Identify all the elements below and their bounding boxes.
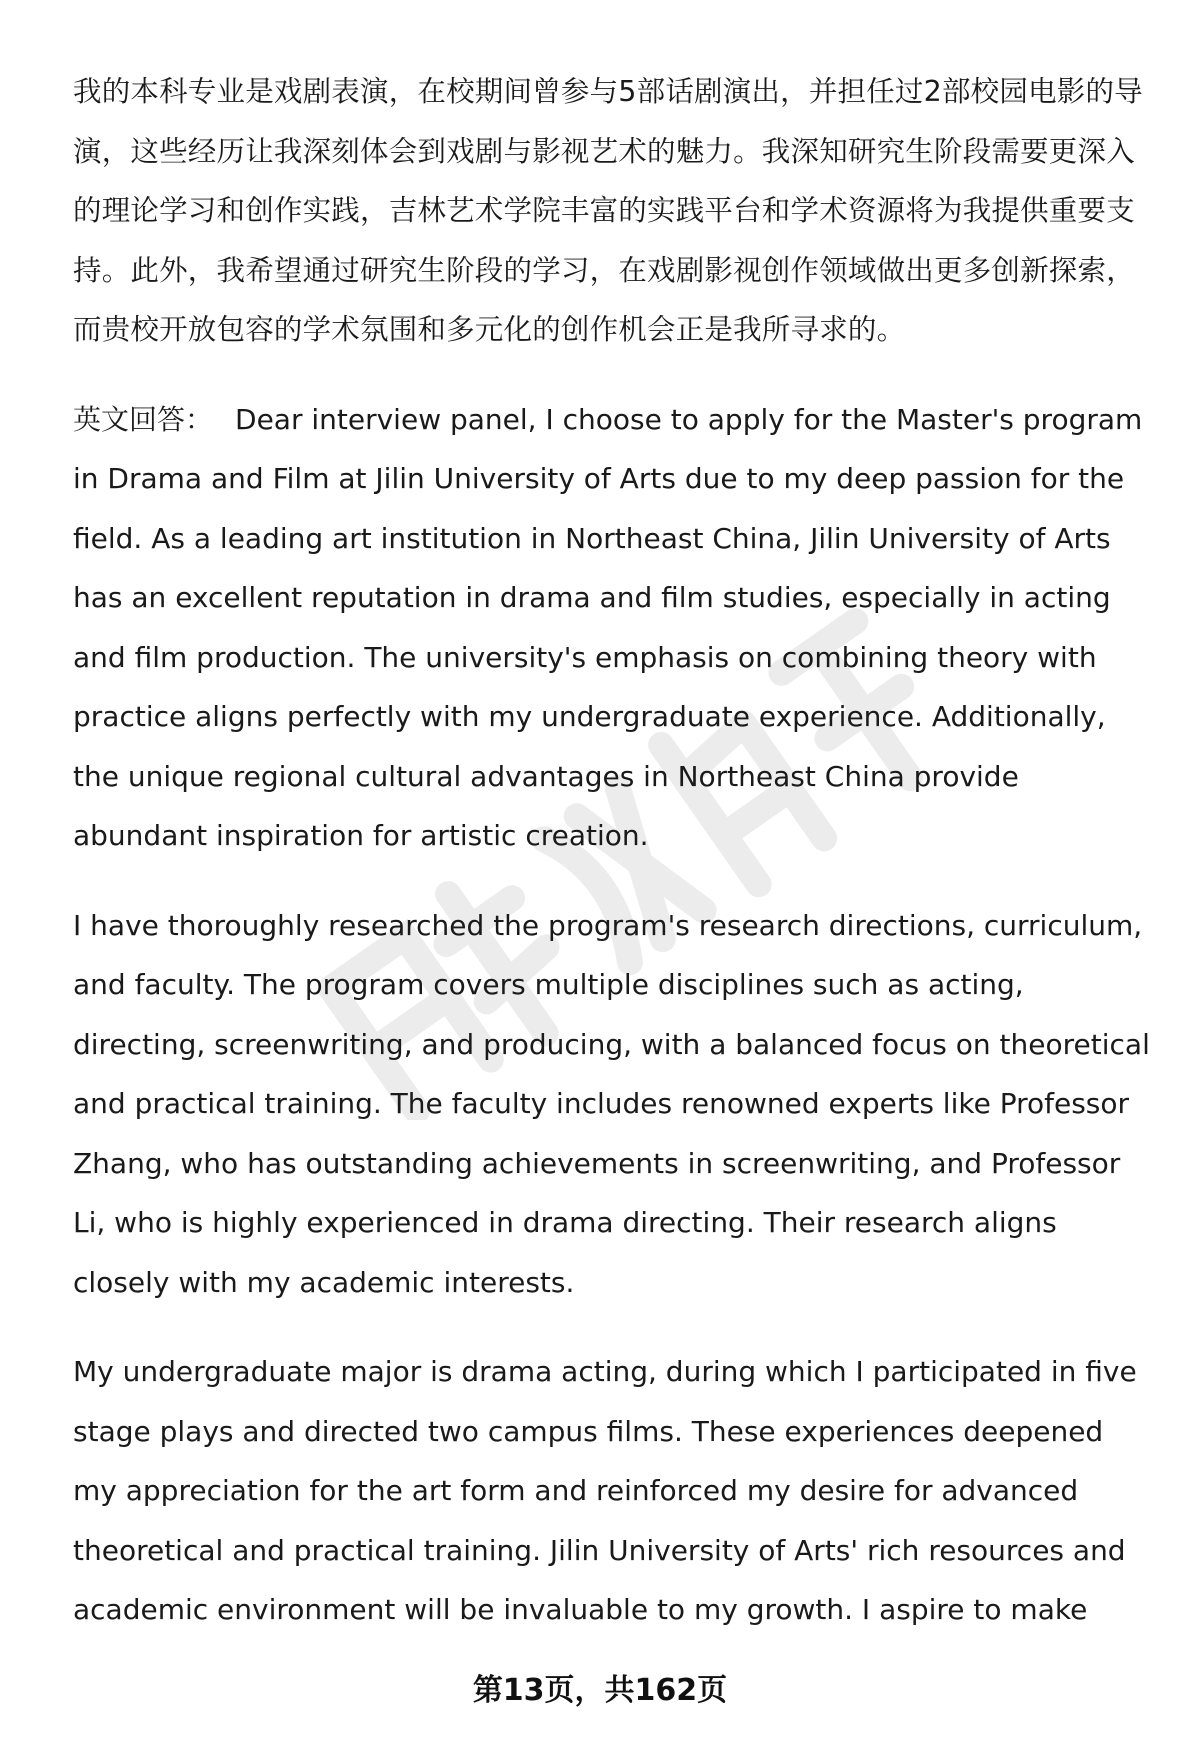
paragraph-program-research	[73, 896, 1153, 1313]
paragraph-text: Dear interview panel, I choose to apply for the Master's program in Drama and Film at Jilin University of Arts due to my deep passion for the field. As a leading art institution in Northeast China, Jilin University of Arts has an excellent reputation in drama and film studies, especially in acting and film production. The university's emphasis on combining theory with practice aligns perfectly with my undergraduate experience. Additionally, the unique regional cultural advantages in Northeast China provide abundant inspiration for artistic creation.	[73, 402, 1143, 852]
paragraph-chinese-answer	[73, 62, 1153, 360]
paragraph-undergraduate-experience	[73, 1342, 1153, 1640]
paragraph-text: My undergraduate major is drama acting, during which I participated in five stage plays and directed two campus films. These experiences deepened my appreciation for the art form and reinforced my desire for advanced theoretical and practical training. Jilin University of Arts' rich resources and academic environment will be invaluable to my growth. I aspire to make	[73, 1355, 1137, 1626]
paragraph-text: 我的本科专业是戏剧表演，在校期间曾参与5部话剧演出，并担任过2部校园电影的导演，这些经历让我深刻体会到戏剧与影视艺术的魅力。我深知研究生阶段需要更深入的理论学习和创作实践，吉林艺术学院丰富的实践平台和学术资源将为我提供重要支持。此外，我希望通过研究生阶段的学习，在戏剧影视创作领域做出更多创新探索，而贵校开放包容的学术氛围和多元化的创作机会正是我所寻求的。	[73, 75, 1143, 346]
paragraph-english-answer-intro	[73, 390, 1153, 866]
document-body	[73, 62, 1153, 1640]
english-answer-label: 英文回答：	[73, 402, 214, 436]
paragraph-text: I have thoroughly researched the program's research directions, curriculum, and faculty. The program covers multiple disciplines such as acting, directing, screenwriting, and producing, with a balanced focus on theoretical and practical training. The faculty includes renowned experts like Professor Zhang, who has outstanding achievements in screenwriting, and Professor Li, who is highly experienced in drama directing. Their research aligns closely with my academic interests.	[73, 908, 1150, 1299]
page-number-footer: 第13页，共162页	[472, 1673, 728, 1708]
